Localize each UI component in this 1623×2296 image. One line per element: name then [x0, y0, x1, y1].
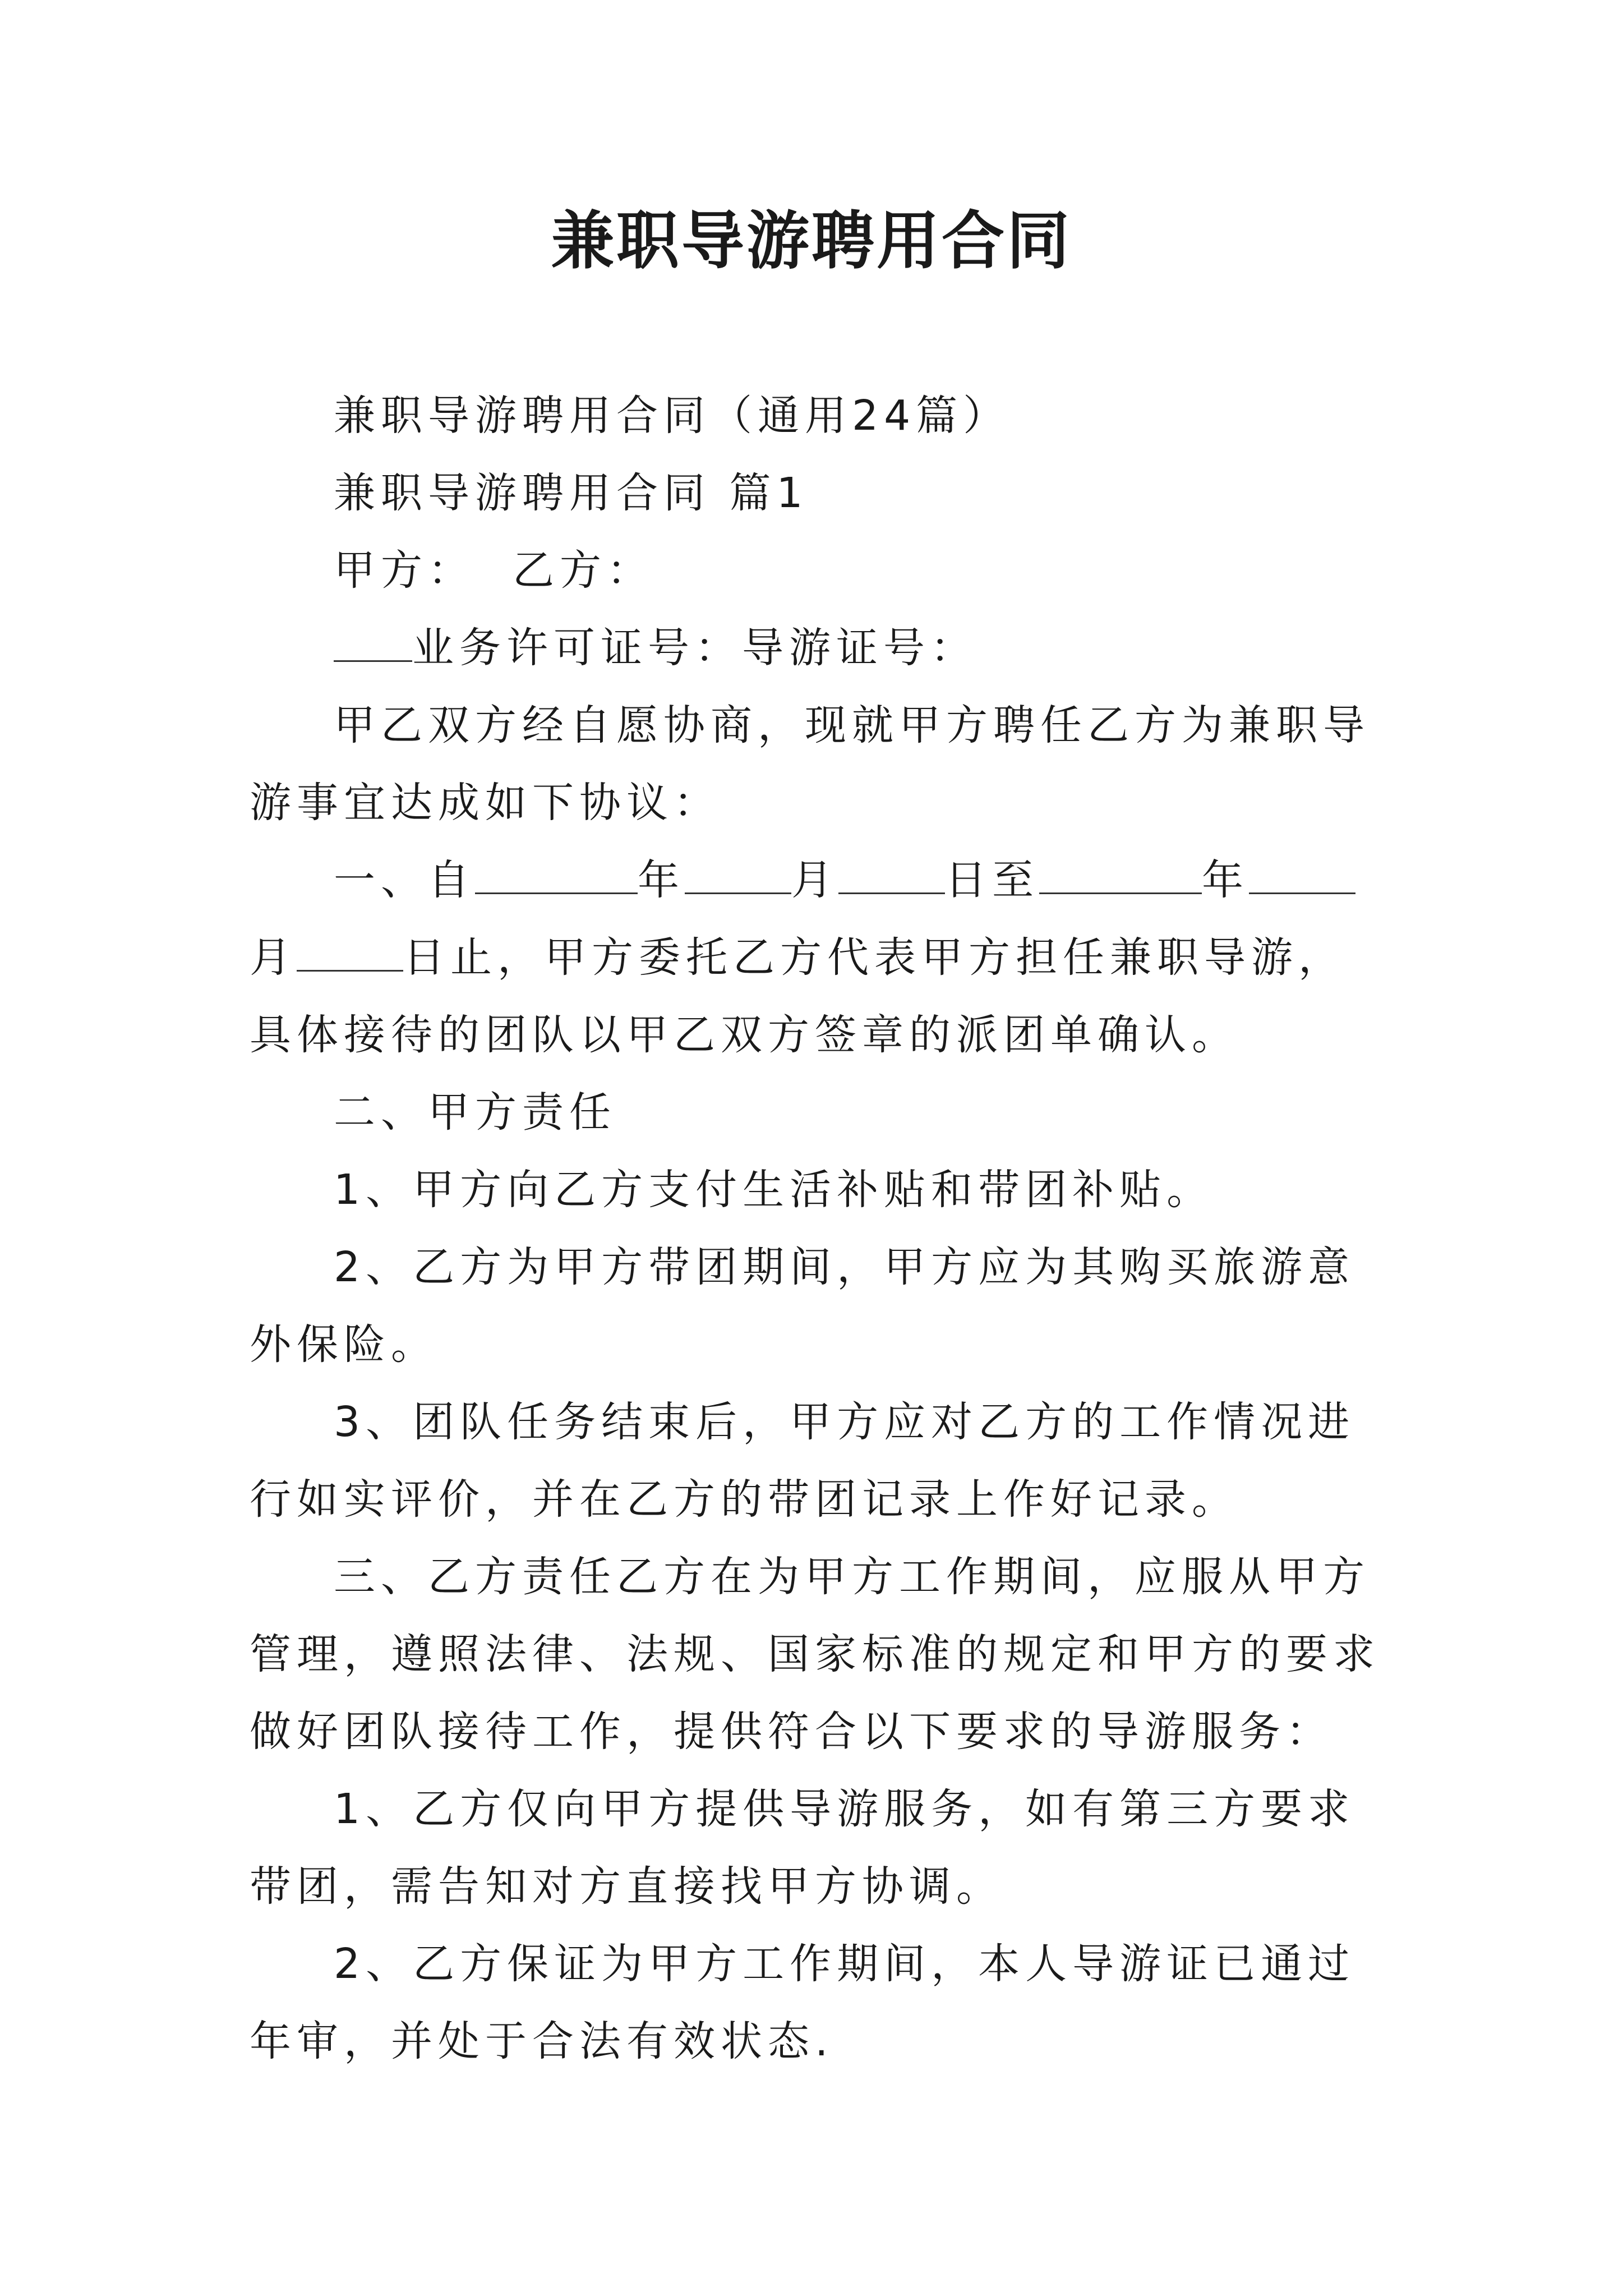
section-2-heading: 二、甲方责任 — [334, 1088, 616, 1137]
start-day-blank — [838, 849, 945, 894]
document-subtitle: 兼职导游聘用合同（通用24篇） — [334, 392, 1011, 440]
term-rest: 日止，甲方委托乙方代表甲方担任兼职导游，具体接待的团队以甲乙双方签章的派团单确认。 — [250, 933, 1345, 1059]
term-prefix: 一、自 — [334, 856, 475, 904]
document-body — [250, 377, 1388, 2080]
term-month-2: 月 — [250, 933, 297, 982]
part-heading: 兼职导游聘用合同 篇1 — [334, 469, 809, 517]
term-month-1: 月 — [791, 856, 838, 904]
term-paragraph — [250, 841, 1388, 1074]
end-month-blank — [1249, 849, 1355, 894]
section-3-item-1: 1、乙方仅向甲方提供导游服务，如有第三方要求带团，需告知对方直接找甲方协调。 — [250, 1785, 1355, 1911]
parties-line: 甲方： 乙方： — [334, 546, 654, 595]
section-2-item-1: 1、甲方向乙方支付生活补贴和带团补贴。 — [334, 1166, 1214, 1214]
term-day-to: 日至 — [945, 856, 1039, 904]
term-year-1: 年 — [638, 856, 685, 904]
term-year-2: 年 — [1202, 856, 1249, 904]
start-year-blank — [475, 849, 638, 894]
license-line — [250, 609, 1388, 687]
end-year-blank — [1039, 849, 1202, 894]
section-3-intro: 三、乙方责任乙方在为甲方工作期间，应服从甲方管理，遵照法律、法规、国家标准的规定和甲方的要求做好团队接待工作，提供符合以下要求的导游服务： — [250, 1553, 1380, 1756]
section-2-item-3: 3、团队任务结束后，甲方应对乙方的工作情况进行如实评价，并在乙方的带团记录上作好记录。 — [250, 1398, 1355, 1524]
end-day-blank — [297, 926, 403, 972]
start-month-blank — [685, 849, 791, 894]
document-title: 兼职导游聘用合同 — [551, 204, 1072, 278]
license-blank — [334, 616, 412, 662]
section-3-item-2: 2、乙方保证为甲方工作期间，本人导游证已通过年审，并处于合法有效状态. — [250, 1940, 1355, 2065]
license-text: 业务许可证号：导游证号： — [412, 624, 978, 672]
intro-paragraph: 甲乙双方经自愿协商，现就甲方聘任乙方为兼职导游事宜达成如下协议： — [250, 701, 1370, 827]
section-2-item-2: 2、乙方为甲方带团期间，甲方应为其购买旅游意外保险。 — [250, 1243, 1355, 1369]
